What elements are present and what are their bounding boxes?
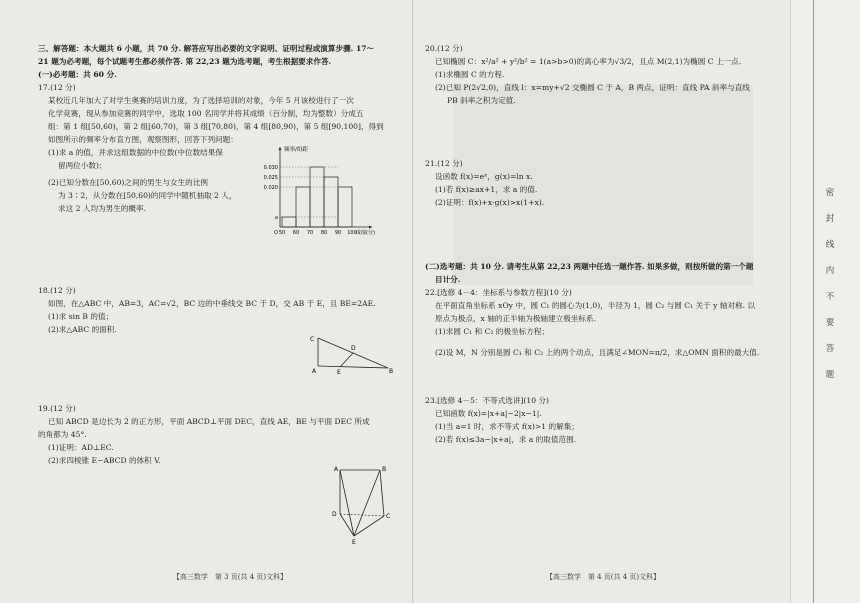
frequency-histogram [262, 143, 398, 238]
y-tick-label: 0.025 [263, 175, 278, 181]
point-label: D [332, 511, 337, 518]
section-header-line: 21 题为必考题，每个试题考生都必须作答. 第 22,23 题为选考题，考生根据要求作答. [38, 57, 332, 66]
question-text: 已知函数 f(x)=|x+a|−2|x−1|. [435, 409, 542, 418]
question-20 [425, 42, 785, 107]
x-tick-label: 60 [292, 230, 300, 236]
y-axis-arrow [279, 147, 282, 150]
binding-strip [790, 0, 860, 603]
y-tick-label: a [274, 215, 278, 221]
part-1: (1)当 a=1 时，求不等式 f(x)>1 的解集； [435, 422, 579, 431]
part-1: (1)证明：AD⊥EC. [48, 443, 114, 452]
question-number: 23.[选修 4－5：不等式选讲](10 分) [425, 396, 550, 405]
question-text: 的角都为 45°. [38, 430, 87, 439]
triangle-figure-18 [306, 332, 396, 376]
seal-character: 线 [825, 240, 835, 250]
part-2: (2)求△ABC 的面积. [48, 325, 117, 334]
question-number: 19.(12 分) [38, 404, 76, 413]
question-text: 某校近几年加大了对学生奥赛的培训力度，为了选择培训的对象，今年 5 月该校进行了一次 [48, 96, 354, 105]
part-2: (2)已知 P(2√2,0)，直线 l：x=my+√2 交椭圆 C 于 A，B 两点，证明：直线 PA 斜率与直线 [435, 83, 750, 92]
histogram-bar [324, 177, 338, 227]
point-label: E [352, 539, 356, 546]
seal-character: 要 [825, 318, 835, 328]
point-label: D [351, 345, 356, 352]
histogram-bar [310, 167, 324, 227]
point-label: A [312, 368, 317, 375]
origin-label: O [274, 230, 278, 236]
question-text: 如图，在△ABC 中，AB=3，AC=√2，BC 边的中垂线交 BC 于 D，交 AB 于 E，且 BE=2AE. [48, 299, 376, 308]
y-tick-label: 0.030 [263, 165, 278, 171]
part-1: (1)求 sin B 的值； [48, 312, 114, 321]
part-1: (1)若 f(x)≥ax+1，求 a 的值. [435, 185, 538, 194]
seal-character: 题 [825, 370, 835, 380]
seal-line [813, 0, 814, 603]
question-text: 化学竞赛，现从参加竞赛的同学中，选取 100 名同学并将其成绩（百分制，均为整数）分成五 [48, 109, 364, 118]
part-1: (1)求 a 的值，并求这组数据的中位数(中位数结果保 [48, 148, 223, 157]
part-2: 为 3∶2，从分数在[50,60)的同学中随机抽取 2 人， [58, 191, 237, 200]
seal-notice [823, 180, 837, 388]
question-22 [425, 286, 787, 359]
part-2: (2)证明：f(x)+x·g(x)>x(1+x). [435, 198, 545, 207]
part-1: 留两位小数)； [58, 161, 107, 170]
part-2: (2)设 M，N 分别是圆 C₁ 和 C₂ 上的两个动点，且满足∠MON=π/2，求△OMN 面积的最大值. [435, 348, 760, 357]
part-2: (2)已知分数在[50,60)之间的男生与女生的比例 [48, 178, 208, 187]
question-number: 21.(12 分) [425, 159, 463, 168]
question-21 [425, 157, 785, 209]
part-1: (1)求椭圆 C 的方程. [435, 70, 505, 79]
question-18 [38, 284, 408, 336]
seal-character: 不 [825, 292, 835, 302]
elective-header [425, 260, 787, 286]
pyramid-figure-19 [328, 462, 398, 546]
point-label: E [337, 369, 341, 376]
question-number: 20.(12 分) [425, 44, 463, 53]
question-17-parts [48, 146, 263, 215]
part-2: (2)求四棱锥 E−ABCD 的体积 V. [48, 456, 161, 465]
question-19 [38, 402, 408, 467]
point-label: A [334, 466, 339, 473]
question-text: 组：第 1 组[50,60)，第 2 组[60,70)，第 3 组[70,80)，第 4 组[80,90)，第 5 组[90,100]，得到 [48, 122, 384, 131]
histogram-bar [282, 217, 296, 227]
section-header [38, 42, 408, 81]
histogram-bar [296, 187, 310, 227]
point-label: C [310, 336, 315, 343]
question-text: 在平面直角坐标系 xOy 中，圆 C₁ 的圆心为(1,0)，半径为 1，圆 C₂ 与圆 C₁ 关于 y 轴对称. 以 [435, 301, 756, 310]
question-text: 原点为极点，x 轴的正半轴为极轴建立极坐标系. [435, 314, 596, 323]
y-tick-label: 0.020 [263, 185, 278, 191]
required-title: (一)必考题：共 60 分. [38, 70, 117, 79]
question-text: 已知椭圆 C：x²/a² + y²/b² = 1(a>b>0)的离心率为√3/2，且点 M(2,1)为椭圆 C 上一点. [435, 57, 742, 66]
question-23 [425, 394, 787, 446]
x-tick-label: 50 [278, 230, 286, 236]
x-tick-label: 100 [347, 230, 357, 236]
page-footer: 【高三数学 第 4 页(共 4 页)文科】 [545, 573, 661, 581]
question-number: 17.(12 分) [38, 83, 76, 92]
section-header-line: 三、解答题：本大题共 6 小题，共 70 分. 解答应写出必要的文字说明、证明过程或演算步骤. 17～ [38, 44, 375, 53]
x-tick-label: 90 [334, 230, 342, 236]
part-2: 求这 2 人均为男生的概率. [58, 204, 147, 213]
part-2: PB 斜率之积为定值. [447, 96, 516, 105]
question-text: 已知 ABCD 是边长为 2 的正方形，平面 ABCD⊥平面 DEC，直线 AE，BE 与平面 DEC 所成 [48, 417, 370, 426]
x-tick-label: 70 [306, 230, 314, 236]
elective-header-line: (二)选考题：共 10 分. 请考生从第 22,23 两题中任选一题作答. 如果多做，则按所做的第一个题 [425, 262, 754, 271]
seal-character: 内 [825, 266, 835, 276]
x-axis-arrow [369, 226, 372, 229]
question-17 [38, 81, 408, 146]
elective-header-line: 目计分. [435, 275, 461, 284]
seal-character: 封 [825, 214, 835, 224]
question-number: 18.(12 分) [38, 286, 76, 295]
point-label: C [386, 513, 391, 520]
point-label: B [382, 466, 387, 473]
histogram-bar [338, 187, 352, 227]
part-1: (1)求圆 C₁ 和 C₂ 的极坐标方程； [435, 327, 550, 336]
page-3 [0, 0, 413, 603]
part-2: (2)若 f(x)≤3a−|x+a|，求 a 的取值范围. [435, 435, 577, 444]
y-axis-label: 频率/组距 [284, 147, 308, 153]
question-text: 如图所示的频率分布直方图，观察图形，回答下列问题： [48, 135, 238, 144]
question-text: 设函数 f(x)=eˣ，g(x)=ln x. [435, 172, 533, 181]
page-footer: 【高三数学 第 3 页(共 4 页)文科】 [172, 573, 288, 581]
seal-character: 答 [825, 344, 835, 354]
page-4 [413, 0, 790, 603]
x-tick-label: 80 [320, 230, 328, 236]
point-label: B [389, 368, 394, 375]
x-axis-label: 成绩(分) [356, 230, 375, 236]
question-number: 22.[选修 4－4：坐标系与参数方程](10 分) [425, 288, 572, 297]
seal-character: 密 [825, 188, 835, 198]
